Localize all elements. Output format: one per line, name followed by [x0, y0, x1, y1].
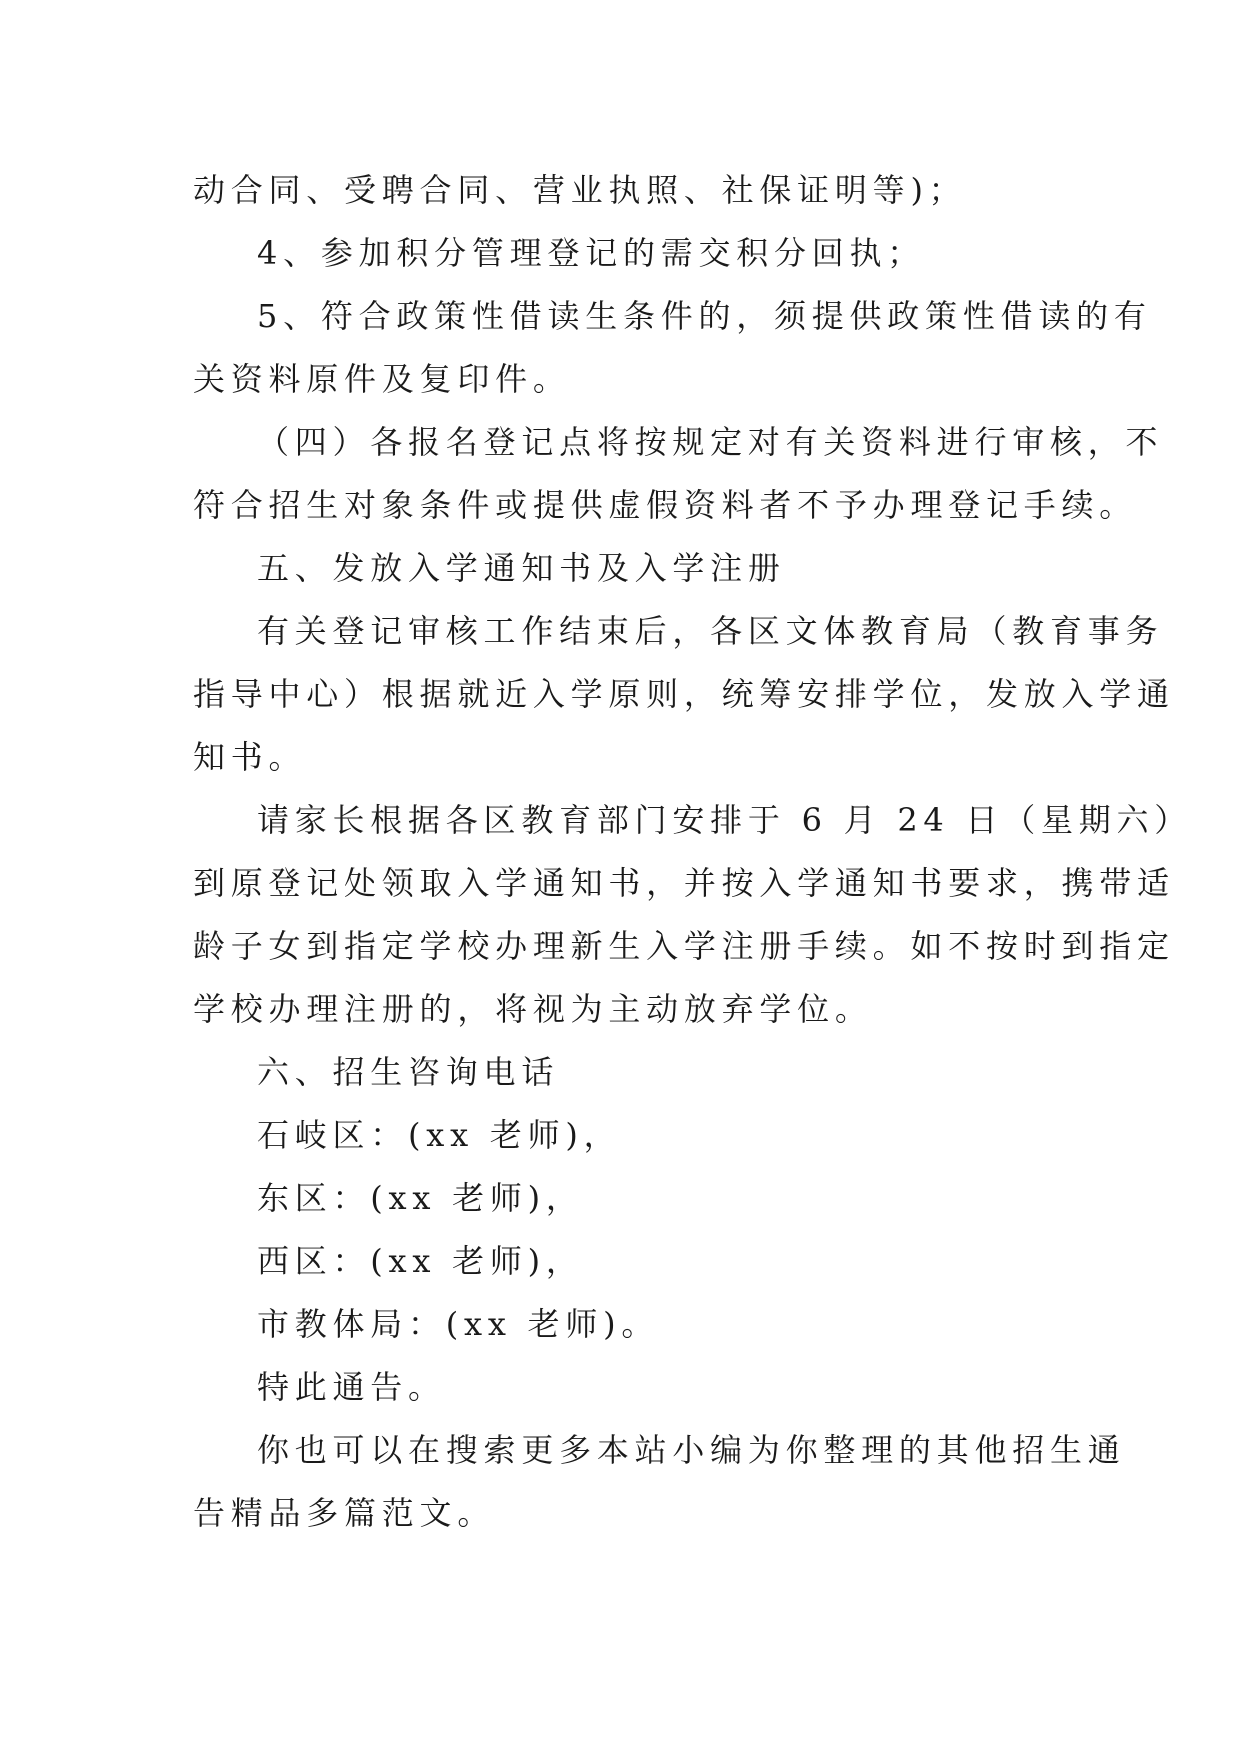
- section-heading: 六、招生咨询电话: [257, 1053, 560, 1091]
- contact-line: 东区：(xx 老师)，: [257, 1179, 584, 1217]
- text-line: 学校办理注册的，将视为主动放弃学位。: [193, 990, 873, 1028]
- contact-line: 石岐区：(xx 老师)，: [257, 1116, 622, 1154]
- text-line: 4、参加积分管理登记的需交积分回执；: [257, 234, 926, 272]
- text-line: 告精品多篇范文。: [193, 1494, 496, 1532]
- text-line: 有关登记审核工作结束后，各区文体教育局（教育事务: [257, 612, 1164, 650]
- text-line: 符合招生对象条件或提供虚假资料者不予办理登记手续。: [193, 486, 1138, 524]
- text-line: 特此通告。: [257, 1368, 446, 1406]
- text-line: 动合同、受聘合同、营业执照、社保证明等)；: [193, 171, 967, 209]
- text-line: 请家长根据各区教育部门安排于 6 月 24 日（星期六）: [257, 801, 1193, 839]
- text-line: 5、符合政策性借读生条件的，须提供政策性借读的有: [257, 297, 1152, 335]
- contact-line: 市教体局：(xx 老师)。: [257, 1305, 660, 1343]
- text-line: 龄子女到指定学校办理新生入学注册手续。如不按时到指定: [193, 927, 1175, 965]
- text-line: 知书。: [193, 738, 307, 776]
- section-heading: 五、发放入学通知书及入学注册: [257, 549, 786, 587]
- contact-line: 西区：(xx 老师)，: [257, 1242, 584, 1280]
- text-line: 指导中心）根据就近入学原则，统筹安排学位，发放入学通: [193, 675, 1175, 713]
- text-line: 关资料原件及复印件。: [193, 360, 571, 398]
- document-body: [193, 159, 1193, 1545]
- text-line: 你也可以在搜索更多本站小编为你整理的其他招生通: [257, 1431, 1126, 1469]
- text-line: 到原登记处领取入学通知书，并按入学通知书要求，携带适: [193, 864, 1175, 902]
- text-line: （四）各报名登记点将按规定对有关资料进行审核，不: [257, 423, 1164, 461]
